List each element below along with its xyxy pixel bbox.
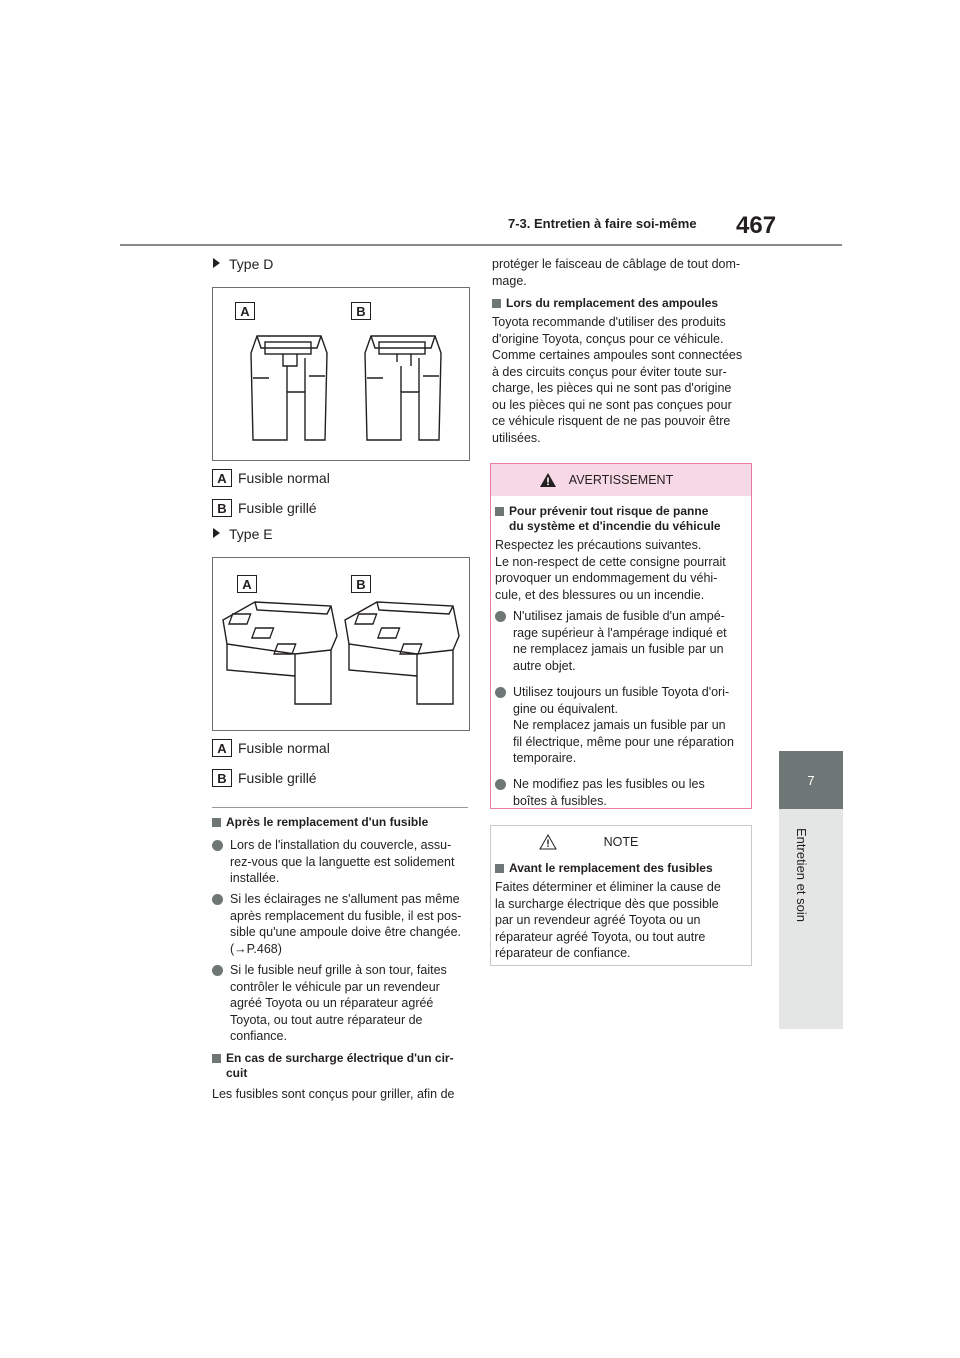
type-d-label: Type D xyxy=(229,256,274,272)
bullet-dot-icon xyxy=(212,894,223,905)
after-item-2 xyxy=(212,891,472,957)
square-bullet-icon xyxy=(495,507,504,516)
square-bullet-icon xyxy=(212,1054,221,1063)
warning-box xyxy=(490,463,752,809)
bulbs-text: Toyota recommande d'utiliser des produits d'origine Toyota, conçus pour ce véhicule. Comme certaines ampoules sont connectées à des circuits conçus pour éviter toute sur- charge, les pièces qui ne sont pas d'origine ou les pièces qui ne sont pas conçues pour ce véhicule risquent de ne pas pouvoir être utilisées. xyxy=(492,315,743,445)
triangle-bullet-icon xyxy=(213,258,220,268)
caption-letter-a: A xyxy=(212,739,232,757)
item-text: N'utilisez jamais de fusible d'un ampé- rage supérieur à l'ampérage indiqué et ne remplacez jamais un fusible par un autre objet. xyxy=(513,609,727,673)
heading-text: Avant le remplacement des fusibles xyxy=(509,861,713,875)
caption-normal-e xyxy=(212,739,330,757)
overload-heading xyxy=(212,1051,474,1081)
caution-triangle-icon xyxy=(539,834,557,850)
caption-letter-b: B xyxy=(212,769,232,787)
figure-type-e xyxy=(212,557,470,731)
caption-text: Fusible normal xyxy=(238,470,330,486)
type-e-label: Type E xyxy=(229,526,273,542)
chapter-label xyxy=(795,828,815,988)
warning-item-2 xyxy=(495,684,747,767)
overload-text: Les fusibles sont conçus pour griller, afin de xyxy=(212,1087,455,1101)
caption-normal-d xyxy=(212,469,330,487)
caption-letter-b: B xyxy=(212,499,232,517)
item-text: Lors de l'installation du couvercle, assu- rez-vous que la languette est solidement installée. xyxy=(230,838,455,885)
fuse-type-d-illustration xyxy=(213,288,469,460)
figure-letter-b: B xyxy=(351,302,371,320)
bullet-dot-icon xyxy=(495,611,506,622)
heading-text: Pour prévenir tout risque de panne du système et d'incendie du véhicule xyxy=(509,504,721,533)
bulbs-heading xyxy=(492,296,718,311)
caption-blown-d xyxy=(212,499,317,517)
type-e-heading xyxy=(213,526,273,542)
caption-blown-e xyxy=(212,769,317,787)
type-d-heading xyxy=(213,256,273,272)
caption-text: Fusible grillé xyxy=(238,770,317,786)
caption-letter-a: A xyxy=(212,469,232,487)
header-divider xyxy=(120,244,842,246)
square-bullet-icon xyxy=(212,818,221,827)
square-bullet-icon xyxy=(495,864,504,873)
warning-item-1 xyxy=(495,608,747,674)
warning-heading xyxy=(495,504,747,534)
figure-letter-b: B xyxy=(351,575,371,593)
after-replacement-heading xyxy=(212,815,428,830)
item-text: Si les éclairages ne s'allument pas même après remplacement du fusible, il est pos- sible qu'une ampoule doive être changée. (→P.468) xyxy=(230,892,462,956)
item-text: Ne modifiez pas les fusibles ou les boîtes à fusibles. xyxy=(513,777,705,808)
heading-text: Après le remplacement d'un fusible xyxy=(226,815,429,829)
bullet-dot-icon xyxy=(212,840,223,851)
note-header xyxy=(491,826,751,858)
warning-intro: Respectez les précautions suivantes. Le non-respect de cette consigne pourrait provoquer un endommagement du véhi- cule, et des blessures ou un incendie. xyxy=(495,538,726,602)
warning-title: AVERTISSEMENT xyxy=(568,473,674,487)
warning-header xyxy=(491,464,751,496)
note-text: Faites déterminer et éliminer la cause de la surcharge électrique dès que possible par un revendeur agréé Toyota ou un réparateur agréé Toyota, ou tout autre réparateur de confiance. xyxy=(495,880,721,960)
bullet-dot-icon xyxy=(495,779,506,790)
item-text: Utilisez toujours un fusible Toyota d'ori- gine ou équivalent. Ne remplacez jamais un fusible par un fil électrique, même pour une réparation temporaire. xyxy=(513,685,734,765)
item-text: Si le fusible neuf grille à son tour, faites contrôler le véhicule par un revendeur agréé Toyota ou un réparateur agréé Toyota, ou tout autre réparateur de confiance. xyxy=(230,963,447,1043)
figure-type-d xyxy=(212,287,470,461)
figure-letter-a: A xyxy=(235,302,255,320)
caption-text: Fusible normal xyxy=(238,740,330,756)
section-divider xyxy=(212,807,468,808)
after-item-1 xyxy=(212,837,472,887)
triangle-bullet-icon xyxy=(213,528,220,538)
page-number: 467 xyxy=(736,212,777,239)
section-title: 7-3. Entretien à faire soi-même xyxy=(508,216,697,231)
warning-triangle-icon xyxy=(539,472,557,488)
after-item-3 xyxy=(212,962,472,1045)
chapter-label-text: Entretien et soin xyxy=(794,828,809,922)
bullet-dot-icon xyxy=(495,687,506,698)
fuse-type-e-illustration xyxy=(213,558,469,730)
warning-item-3 xyxy=(495,776,747,809)
caption-text: Fusible grillé xyxy=(238,500,317,516)
square-bullet-icon xyxy=(492,299,501,308)
note-heading xyxy=(495,861,713,876)
figure-letter-a: A xyxy=(237,575,257,593)
chapter-tab: 7 xyxy=(779,751,843,809)
note-box xyxy=(490,825,752,966)
heading-text: Lors du remplacement des ampoules xyxy=(506,296,719,310)
bullet-dot-icon xyxy=(212,965,223,976)
heading-text: En cas de surcharge électrique d'un cir- cuit xyxy=(226,1051,454,1080)
note-title: NOTE xyxy=(603,835,639,849)
overload-continued: protéger le faisceau de câblage de tout dom- mage. xyxy=(492,257,741,288)
